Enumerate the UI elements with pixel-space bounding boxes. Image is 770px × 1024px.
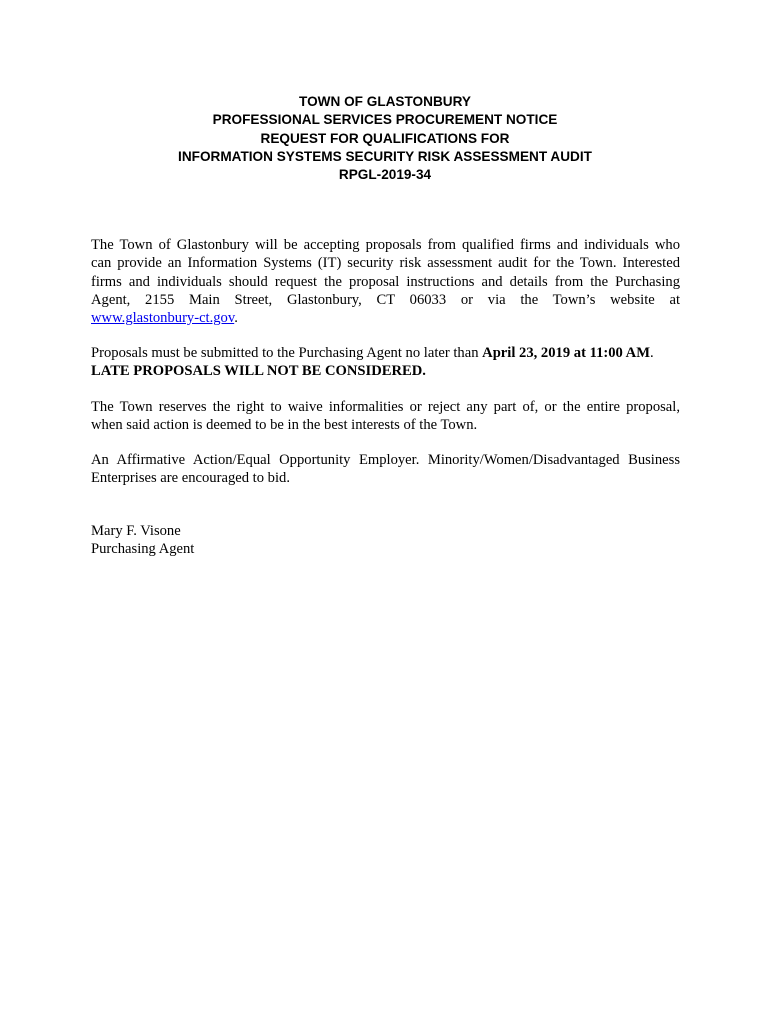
intro-line-4: Agent, 2155 Main Street, Glastonbury, CT 06033 or via the Town’s website at	[91, 291, 680, 308]
eeo-line-2: Enterprises are encouraged to bid.	[91, 470, 290, 487]
deadline-date: April 23, 2019 at 11:00 AM	[482, 345, 650, 361]
reservation-line-2: when said action is deemed to be in the best interests of the Town.	[91, 417, 478, 434]
signatory-title: Purchasing Agent	[91, 541, 195, 558]
deadline-paragraph	[91, 344, 680, 381]
eeo-paragraph	[91, 451, 680, 488]
website-link[interactable]: www.glastonbury-ct.gov	[91, 310, 235, 327]
heading-subject: INFORMATION SYSTEMS SECURITY RISK ASSESSMENT AUDIT	[178, 148, 592, 164]
intro-line-2: can provide an Information Systems (IT) security risk assessment audit for the Town. Interested	[91, 255, 680, 272]
deadline-line	[91, 344, 680, 362]
reservation-line-1: The Town reserves the right to waive informalities or reject any part of, or the entire proposal,	[91, 399, 680, 415]
late-proposals-notice: LATE PROPOSALS WILL NOT BE CONSIDERED.	[91, 363, 426, 380]
reservation-paragraph	[91, 398, 680, 435]
heading-notice-type: PROFESSIONAL SERVICES PROCUREMENT NOTICE	[212, 112, 558, 128]
signatory-name: Mary F. Visone	[91, 523, 181, 539]
deadline-period: .	[649, 345, 654, 361]
notice-heading	[90, 93, 680, 184]
eeo-line-1: An Affirmative Action/Equal Opportunity Employer. Minority/Women/Disadvantaged Business	[91, 452, 680, 468]
intro-line-1: The Town of Glastonbury will be accepting proposals from qualified firms and individuals who	[91, 237, 680, 253]
intro-line-3: firms and individuals should request the proposal instructions and details from the Purchasing	[91, 273, 680, 290]
heading-request: REQUEST FOR QUALIFICATIONS FOR	[260, 130, 510, 146]
heading-town: TOWN OF GLASTONBURY	[299, 94, 471, 109]
intro-period: .	[234, 310, 238, 327]
intro-paragraph	[91, 236, 680, 327]
deadline-text: Proposals must be submitted to the Purchasing Agent no later than	[91, 345, 483, 361]
heading-reference-number: RPGL-2019-34	[338, 167, 432, 183]
signature-block	[91, 522, 680, 559]
intro-line-5	[91, 309, 680, 327]
